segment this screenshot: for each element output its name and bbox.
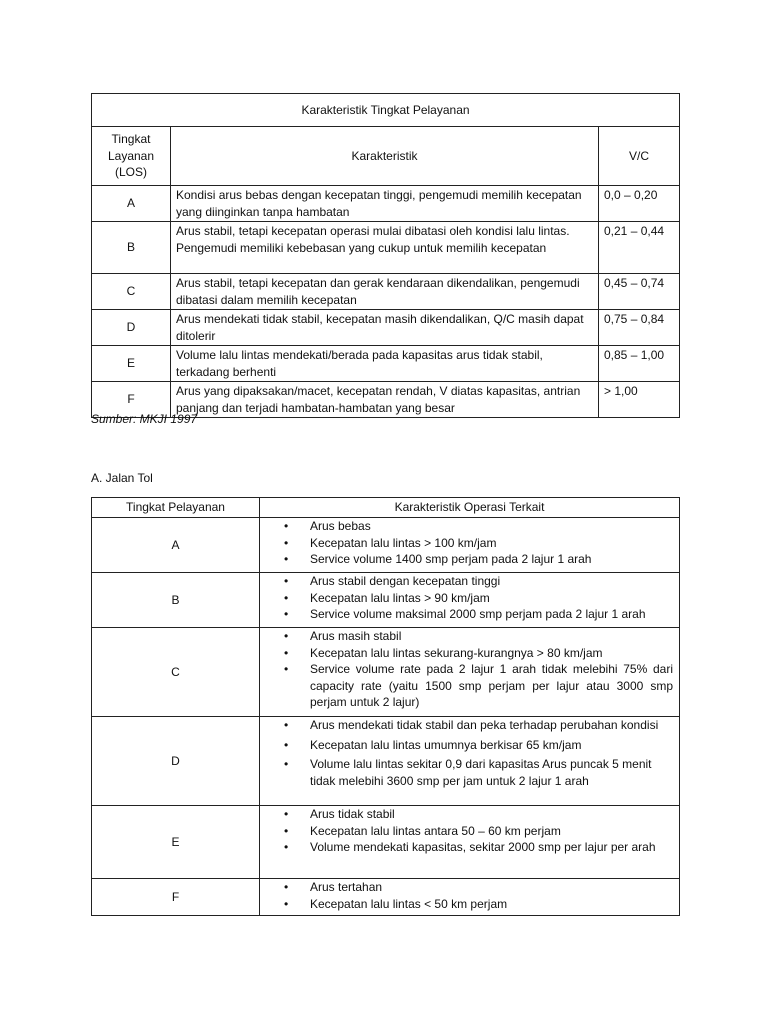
vc-cell: 0,0 – 0,20	[599, 186, 680, 222]
table-row	[92, 628, 680, 717]
bullet-icon: •	[284, 662, 289, 676]
bullet-icon: •	[284, 896, 289, 911]
bullet-list	[284, 573, 673, 623]
source-note: Sumber: MKJI 1997	[91, 412, 198, 426]
characteristic-cell: Volume lalu lintas mendekati/berada pada kapasitas arus tidak stabil, terkadang berhenti	[171, 346, 599, 382]
list-item-text: Service volume 1400 smp perjam pada 2 lajur 1 arah	[310, 552, 592, 566]
list-item-text: Kecepatan lalu lintas sekurang-kurangnya > 80 km/jam	[310, 645, 603, 660]
table-row	[92, 806, 680, 879]
los-cell: B	[92, 573, 260, 628]
table-row	[92, 573, 680, 628]
characteristic-cell: Arus mendekati tidak stabil, kecepatan masih dikendalikan, Q/C masih dapat ditolerir	[171, 310, 599, 346]
bullet-icon: •	[284, 840, 289, 854]
list-item	[284, 535, 673, 552]
list-item	[284, 839, 673, 856]
los-cell: E	[92, 346, 171, 382]
list-item-text: Arus tidak stabil	[310, 807, 395, 821]
section-heading: A. Jalan Tol	[91, 471, 153, 485]
list-item-text: Service volume maksimal 2000 smp perjam pada 2 lajur 1 arah	[310, 607, 646, 621]
bullet-icon: •	[284, 757, 289, 771]
table-row	[92, 717, 680, 806]
header-los: Tingkat Layanan (LOS)	[92, 127, 171, 186]
los-cell: A	[92, 186, 171, 222]
list-item	[284, 737, 673, 754]
list-item-text: Volume mendekati kapasitas, sekitar 2000 smp per lajur per arah	[310, 840, 656, 854]
bullet-icon: •	[284, 535, 289, 550]
bullet-icon: •	[284, 823, 289, 838]
vc-cell: 0,75 – 0,84	[599, 310, 680, 346]
vc-cell: 0,21 – 0,44	[599, 222, 680, 274]
list-item	[284, 628, 673, 645]
los-cell: F	[92, 879, 260, 916]
bullet-icon: •	[284, 645, 289, 660]
list-item	[284, 661, 673, 711]
list-item-text: Kecepatan lalu lintas > 100 km/jam	[310, 535, 497, 550]
los-cell: E	[92, 806, 260, 879]
bullet-icon: •	[284, 737, 289, 752]
los-cell: C	[92, 628, 260, 717]
list-item-text: Kecepatan lalu lintas antara 50 – 60 km perjam	[310, 823, 561, 838]
list-item-text: Volume lalu lintas sekitar 0,9 dari kapasitas Arus puncak 5 menit tidak melebihi 3600 smp per jam untuk 2 lajur 1 arah	[310, 757, 652, 788]
list-item	[284, 823, 673, 840]
los-cell: C	[92, 274, 171, 310]
characteristic-cell	[260, 879, 680, 916]
bullet-icon: •	[284, 880, 289, 894]
characteristic-cell: Arus yang dipaksakan/macet, kecepatan rendah, V diatas kapasitas, antrian panjang dan terjadi hambatan-hambatan yang besar	[171, 382, 599, 418]
header-los: Tingkat Pelayanan	[92, 498, 260, 518]
list-item	[284, 551, 673, 568]
bullet-icon: •	[284, 718, 289, 732]
bullet-icon: •	[284, 552, 289, 566]
list-item	[284, 806, 673, 823]
list-item-text: Arus tertahan	[310, 880, 383, 894]
los-characteristics-table	[91, 93, 680, 418]
vc-cell: > 1,00	[599, 382, 680, 418]
table-row	[92, 310, 680, 346]
characteristic-cell: Kondisi arus bebas dengan kecepatan tinggi, pengemudi memilih kecepatan yang diinginkan tanpa hambatan	[171, 186, 599, 222]
table-title: Karakteristik Tingkat Pelayanan	[92, 94, 680, 127]
table-row	[92, 274, 680, 310]
list-item	[284, 518, 673, 535]
toll-road-los-table	[91, 497, 680, 916]
table-row	[92, 186, 680, 222]
bullet-list	[284, 717, 673, 789]
characteristic-cell	[260, 717, 680, 806]
characteristic-cell	[260, 518, 680, 573]
los-cell: D	[92, 310, 171, 346]
list-item-text: Arus mendekati tidak stabil dan peka terhadap perubahan kondisi	[310, 718, 659, 732]
vc-cell: 0,45 – 0,74	[599, 274, 680, 310]
bullet-icon: •	[284, 519, 289, 533]
list-item-text: Arus stabil dengan kecepatan tinggi	[310, 574, 501, 588]
characteristic-cell: Arus stabil, tetapi kecepatan dan gerak kendaraan dikendalikan, pengemudi dibatasi dalam memilih kecepatan	[171, 274, 599, 310]
list-item-text: Arus masih stabil	[310, 629, 402, 643]
los-cell: D	[92, 717, 260, 806]
list-item	[284, 756, 673, 789]
list-item	[284, 896, 673, 913]
list-item-text: Kecepatan lalu lintas umumnya berkisar 65 km/jam	[310, 737, 582, 752]
list-item	[284, 717, 673, 734]
characteristic-cell	[260, 628, 680, 717]
list-item	[284, 879, 673, 896]
list-item-text: Kecepatan lalu lintas > 90 km/jam	[310, 590, 490, 605]
characteristic-cell	[260, 573, 680, 628]
table-row	[92, 346, 680, 382]
los-cell: F	[92, 382, 171, 418]
table-row	[92, 222, 680, 274]
header-characteristic: Karakteristik	[171, 127, 599, 186]
list-item-text: Kecepatan lalu lintas < 50 km perjam	[310, 896, 508, 911]
bullet-icon: •	[284, 607, 289, 621]
list-item	[284, 590, 673, 607]
table-row	[92, 879, 680, 916]
vc-cell: 0,85 – 1,00	[599, 346, 680, 382]
bullet-list	[284, 518, 673, 568]
bullet-list	[284, 806, 673, 856]
bullet-icon: •	[284, 807, 289, 821]
los-cell: B	[92, 222, 171, 274]
list-item	[284, 573, 673, 590]
table-header-row	[92, 127, 680, 186]
bullet-list	[284, 879, 673, 912]
list-item	[284, 606, 673, 623]
characteristic-cell	[260, 806, 680, 879]
bullet-icon: •	[284, 629, 289, 643]
table-title-row	[92, 94, 680, 127]
header-vc: V/C	[599, 127, 680, 186]
bullet-icon: •	[284, 590, 289, 605]
bullet-list	[284, 628, 673, 711]
list-item-text: Service volume rate pada 2 lajur 1 arah tidak melebihi 75% dari capacity rate (yaitu 1500 smp perjam per lajur atau 3000 smp perjam untuk 2 lajur)	[310, 662, 673, 709]
bullet-icon: •	[284, 574, 289, 588]
characteristic-cell: Arus stabil, tetapi kecepatan operasi mulai dibatasi oleh kondisi lalu lintas. Pengemudi memiliki kebebasan yang cukup untuk memilih kecepatan	[171, 222, 599, 274]
table-row	[92, 518, 680, 573]
header-characteristic: Karakteristik Operasi Terkait	[260, 498, 680, 518]
table-header-row	[92, 498, 680, 518]
list-item-text: Arus bebas	[310, 519, 371, 533]
list-item	[284, 645, 673, 662]
los-cell: A	[92, 518, 260, 573]
